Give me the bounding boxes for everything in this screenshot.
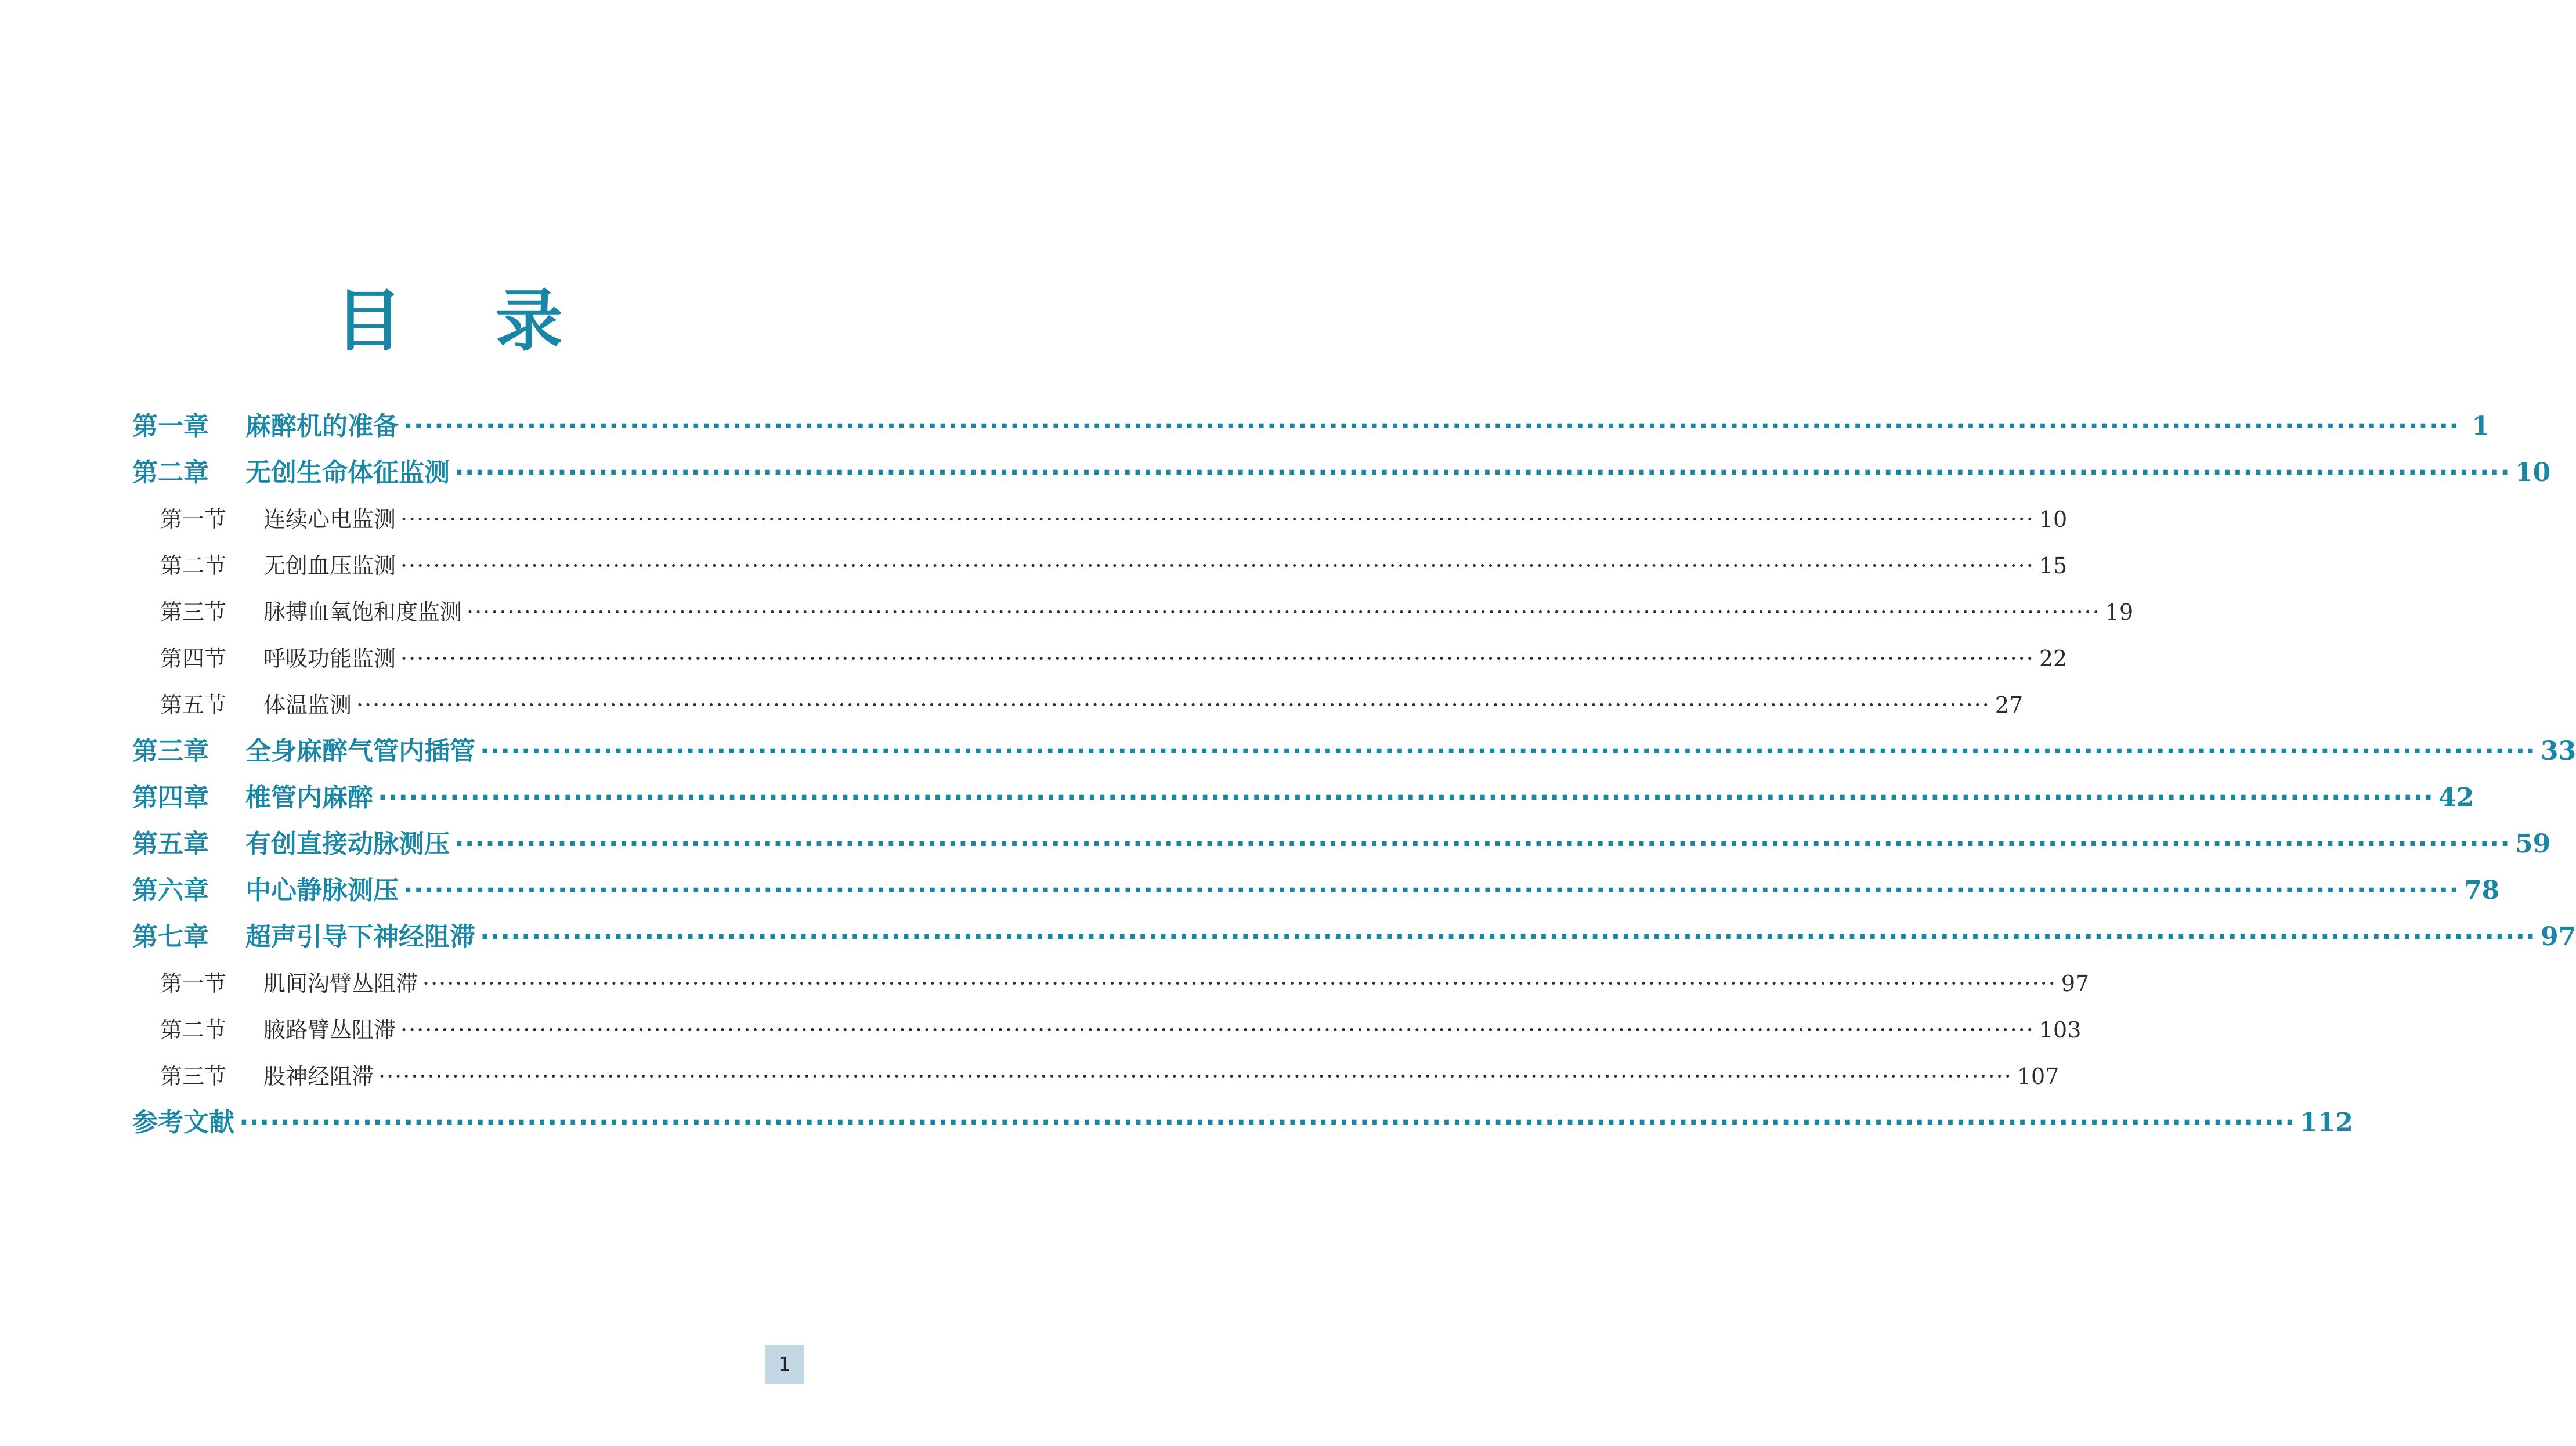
- toc-entry-title: 呼吸功能监测: [263, 646, 396, 671]
- dot-leader: ········································································································································································································: [467, 599, 2101, 625]
- toc-entry-label: 第一节: [160, 971, 227, 996]
- toc-entry-title: 椎管内麻醉: [245, 783, 373, 812]
- dot-leader: ········································································································································································································: [400, 553, 2035, 579]
- dot-leader: ········································································································································································································: [403, 411, 2459, 441]
- toc-entry-title: 连续心电监测: [263, 507, 396, 532]
- dot-leader: ········································································································································································································: [378, 783, 2434, 812]
- toc-section[interactable]: [132, 1007, 2082, 1053]
- toc-section[interactable]: [132, 589, 2134, 635]
- toc-entry-title: 脉搏血氧饱和度监测: [263, 599, 463, 625]
- toc-entry-title: 参考文献: [132, 1108, 234, 1137]
- toc-chapter[interactable]: [132, 821, 2551, 867]
- toc-entry-label: 第五节: [160, 692, 227, 718]
- toc-entry-page: 19: [2105, 599, 2134, 625]
- toc-chapter[interactable]: [132, 450, 2551, 496]
- toc-chapter[interactable]: [132, 914, 2576, 960]
- dot-leader: ········································································································································································································: [480, 736, 2536, 766]
- toc-entry-label: 第三节: [160, 599, 227, 625]
- toc-entry-label: 第二节: [160, 1017, 227, 1043]
- toc-entry-page: 42: [2438, 783, 2474, 812]
- toc-entry-page: 103: [2039, 1017, 2082, 1043]
- dot-leader: ········································································································································································································: [400, 507, 2035, 532]
- toc-chapter[interactable]: [132, 867, 2500, 914]
- toc-entry-title: 全身麻醉气管内插管: [245, 736, 475, 766]
- toc-entry-label: 第二节: [160, 553, 227, 579]
- toc-entry-title: 腋路臂丛阻滞: [263, 1017, 396, 1043]
- dot-leader: ········································································································································································································: [239, 1108, 2295, 1137]
- toc-entry-label: 第四章: [132, 783, 209, 812]
- toc-entry-page: 1: [2472, 411, 2490, 441]
- toc-chapter[interactable]: [132, 1100, 2353, 1146]
- toc-entry-label: 第六章: [132, 876, 209, 905]
- toc-entry-label: 第三节: [160, 1064, 227, 1089]
- toc-entry-page: 78: [2463, 876, 2500, 905]
- dot-leader: ········································································································································································································: [400, 646, 2035, 671]
- dot-leader: ········································································································································································································: [454, 829, 2510, 859]
- page-title: 目 录: [335, 281, 598, 360]
- toc-entry-title: 无创生命体征监测: [245, 458, 450, 487]
- toc-entry-title: 股神经阻滞: [263, 1064, 374, 1089]
- page-number-badge: 1: [765, 1345, 804, 1384]
- toc-entry-page: 97: [2061, 971, 2090, 996]
- toc-section[interactable]: [132, 635, 2068, 682]
- toc-section[interactable]: [132, 960, 2090, 1007]
- toc-entry-label: 第七章: [132, 922, 209, 952]
- toc-entry-label: 第三章: [132, 736, 209, 766]
- toc-entry-page: 10: [2039, 507, 2068, 532]
- toc-entry-page: 107: [2017, 1064, 2060, 1089]
- toc-entry-title: 超声引导下神经阻滞: [245, 922, 475, 952]
- toc-entry-title: 肌间沟臂丛阻滞: [263, 971, 418, 996]
- toc-entry-page: 22: [2039, 646, 2068, 671]
- dot-leader: ········································································································································································································: [480, 922, 2536, 952]
- toc-chapter[interactable]: [132, 775, 2474, 821]
- toc-entry-label: 第五章: [132, 829, 209, 859]
- toc-entry-label: 第一章: [132, 411, 209, 441]
- toc-entry-title: 有创直接动脉测压: [245, 829, 450, 859]
- toc-entry-page: 10: [2514, 458, 2551, 487]
- toc-chapter[interactable]: [132, 728, 2576, 775]
- dot-leader: ········································································································································································································: [400, 1017, 2035, 1043]
- dot-leader: ········································································································································································································: [403, 876, 2459, 905]
- toc-section[interactable]: [132, 682, 2024, 728]
- toc-entry-title: 麻醉机的准备: [245, 411, 399, 441]
- toc-section[interactable]: [132, 496, 2068, 543]
- dot-leader: ········································································································································································································: [378, 1064, 2013, 1089]
- toc-entry-page: 59: [2514, 829, 2551, 859]
- toc-entry-title: 无创血压监测: [263, 553, 396, 579]
- toc-chapter[interactable]: [132, 403, 2490, 450]
- toc-section[interactable]: [132, 543, 2068, 589]
- toc-entry-page: 33: [2540, 736, 2576, 766]
- toc-entry-title: 中心静脉测压: [245, 876, 399, 905]
- dot-leader: ········································································································································································································: [454, 458, 2510, 487]
- toc-entry-page: 97: [2540, 922, 2576, 952]
- toc-entry-title: 体温监测: [263, 692, 352, 718]
- toc-entry-page: 27: [1995, 692, 2024, 718]
- table-of-contents: [132, 403, 2576, 1146]
- toc-entry-label: 第四节: [160, 646, 227, 671]
- toc-section[interactable]: [132, 1053, 2060, 1100]
- toc-entry-label: 第一节: [160, 507, 227, 532]
- dot-leader: ········································································································································································································: [422, 971, 2057, 996]
- dot-leader: ········································································································································································································: [356, 692, 1990, 718]
- toc-entry-label: 第二章: [132, 458, 209, 487]
- toc-entry-page: 15: [2039, 553, 2068, 579]
- toc-entry-page: 112: [2299, 1108, 2353, 1137]
